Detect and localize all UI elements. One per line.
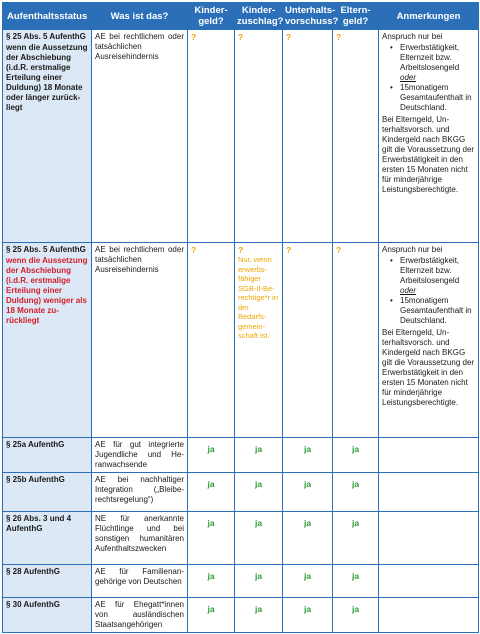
remarks-cell — [379, 473, 479, 512]
status-paragraph: § 30 AufenthG — [6, 600, 60, 609]
table-row — [3, 30, 479, 243]
kinderzuschlag-cell — [235, 438, 283, 473]
elterngeld-cell — [333, 598, 379, 633]
remarks-cell — [379, 30, 479, 243]
status-cell — [3, 243, 92, 438]
remarks-cell — [379, 512, 479, 565]
yes-mark: ja — [254, 604, 263, 614]
status-cell — [3, 598, 92, 633]
yes-mark: ja — [207, 604, 215, 614]
residence-status-table — [2, 2, 479, 633]
status-condition: wenn die Aussetzung der Abschiebung (i.d.R. erstmalige Erteilung einer Duldung) 18 Monate oder länger zurückliegt — [6, 43, 88, 112]
yes-mark: ja — [207, 479, 215, 489]
table-row — [3, 473, 479, 512]
yes-mark: ja — [303, 604, 312, 614]
yes-mark: ja — [303, 518, 312, 528]
status-paragraph: § 26 Abs. 3 und 4 AufenthG — [6, 514, 72, 533]
remarks-list — [382, 256, 475, 326]
status-cell — [3, 30, 92, 243]
status-cell — [3, 473, 92, 512]
kindergeld-cell — [188, 243, 235, 438]
kindergeld-cell — [188, 438, 235, 473]
question-mark: ? — [238, 32, 244, 42]
header-status: Aufenthaltsstatus — [3, 3, 92, 30]
status-paragraph: § 25b AufenthG — [6, 475, 65, 484]
question-mark: ? — [336, 32, 342, 42]
unterhaltsvorschuss-cell — [283, 565, 333, 598]
table-row — [3, 598, 479, 633]
yes-mark: ja — [254, 518, 263, 528]
yes-mark: ja — [303, 444, 312, 454]
kinderzuschlag-cell — [235, 565, 283, 598]
description-cell: AE bei rechtlichem oder tatsächlichen Ausreisehindernis — [92, 30, 188, 243]
kinderzuschlag-cell — [235, 598, 283, 633]
elterngeld-cell — [333, 438, 379, 473]
description-cell: AE bei nachhaltiger Integration („Bleiberechtsregelung“) — [92, 473, 188, 512]
remarks-extra: Bei Elterngeld, Unterhaltsvorsch. und Kindergeld nach BKGG gilt die Voraussetzung der Erwerbstätigkeit in den ersten 15 Monaten nicht für minderjährige Leistungsberechtigte. — [382, 115, 475, 194]
question-mark: ? — [191, 32, 197, 42]
unterhaltsvorschuss-cell — [283, 30, 333, 243]
kindergeld-cell — [188, 512, 235, 565]
yes-mark: ja — [254, 479, 263, 489]
yes-mark: ja — [351, 479, 360, 489]
remarks-cell — [379, 438, 479, 473]
table-row — [3, 243, 479, 438]
kindergeld-cell — [188, 473, 235, 512]
header-remarks: Anmerkungen — [379, 3, 479, 30]
status-condition-warning: wenn die Aussetzung der Abschiebung (i.d.R. erstmalige Erteilung einer Duldung) weniger als 18 Monate zurückliegt — [6, 256, 88, 325]
status-cell — [3, 438, 92, 473]
yes-mark: ja — [351, 604, 360, 614]
remarks-cell — [379, 243, 479, 438]
status-paragraph: § 28 AufenthG — [6, 567, 60, 576]
yes-mark: ja — [303, 479, 312, 489]
yes-mark: ja — [254, 444, 263, 454]
kindergeld-cell — [188, 565, 235, 598]
remarks-extra: Bei Elterngeld, Unterhaltsvorsch. und Kindergeld nach BKGG gilt die Voraussetzung der Erwerbstätigkeit in den ersten 15 Monaten nicht für minderjährige Leistungsberechtigte. — [382, 328, 475, 407]
status-paragraph: § 25 Abs. 5 AufenthG — [6, 245, 86, 254]
status-paragraph: § 25a AufenthG — [6, 440, 65, 449]
kinderzuschlag-cell — [235, 473, 283, 512]
header-elterngeld: Eltern- geld? — [333, 3, 379, 30]
description-cell: NE für anerkannte Flüchtlinge und bei sonstigen humanitären Aufenthaltszwecken — [92, 512, 188, 565]
kinderzuschlag-cell — [235, 30, 283, 243]
remarks-bullet: • 15monatigem Gesamtaufenthalt in Deutschland. — [400, 83, 475, 113]
kinderzuschlag-condition: Nur, wenn erwerbsfähiger SGB-II-Berechtige*r in der Bedarfsgemeinschaft ist. — [238, 255, 279, 340]
question-mark: ? — [238, 245, 244, 255]
unterhaltsvorschuss-cell — [283, 473, 333, 512]
unterhaltsvorschuss-cell — [283, 598, 333, 633]
question-mark: ? — [286, 32, 292, 42]
remarks-cell — [379, 565, 479, 598]
unterhaltsvorschuss-cell — [283, 438, 333, 473]
status-cell — [3, 565, 92, 598]
status-paragraph: § 25 Abs. 5 AufenthG — [6, 32, 86, 41]
yes-mark: ja — [303, 571, 312, 581]
yes-mark: ja — [207, 444, 215, 454]
kinderzuschlag-cell — [235, 512, 283, 565]
question-mark: ? — [286, 245, 292, 255]
header-kindergeld: Kinder- geld? — [188, 3, 235, 30]
description-cell: AE für Ehegatt*innen von ausländischen Staatsangehörigen — [92, 598, 188, 633]
question-mark: ? — [191, 245, 197, 255]
table-row — [3, 565, 479, 598]
kindergeld-cell — [188, 30, 235, 243]
header-what: Was ist das? — [92, 3, 188, 30]
elterngeld-cell — [333, 30, 379, 243]
yes-mark: ja — [207, 518, 215, 528]
yes-mark: ja — [207, 571, 215, 581]
remarks-list — [382, 43, 475, 113]
yes-mark: ja — [351, 444, 360, 454]
table-header-row — [3, 3, 479, 30]
description-cell: AE für Familienangehörige von Deutschen — [92, 565, 188, 598]
yes-mark: ja — [351, 518, 360, 528]
remarks-bullet: • 15monatigem Gesamtaufenthalt in Deutschland. — [400, 296, 475, 326]
remarks-intro: Anspruch nur bei — [382, 245, 443, 254]
elterngeld-cell — [333, 512, 379, 565]
header-unterhaltsvorschuss: Unterhalts- vorschuss? — [283, 3, 333, 30]
description-cell: AE für gut integrierte Jugendliche und Heranwachsende — [92, 438, 188, 473]
remarks-cell — [379, 598, 479, 633]
kinderzuschlag-cell — [235, 243, 283, 438]
kindergeld-cell — [188, 598, 235, 633]
unterhaltsvorschuss-cell — [283, 512, 333, 565]
elterngeld-cell — [333, 565, 379, 598]
yes-mark: ja — [254, 571, 263, 581]
remarks-bullet: • Erwerbstätigkeit, Elternzeit bzw. Arbeitslosengeld oder — [400, 256, 475, 296]
remarks-oder: oder — [400, 286, 417, 295]
header-kinderzuschlag: Kinder- zuschlag? — [235, 3, 283, 30]
elterngeld-cell — [333, 243, 379, 438]
elterngeld-cell — [333, 473, 379, 512]
description-cell: AE bei rechtlichem oder tatsächlichen Ausreisehindernis — [92, 243, 188, 438]
remarks-oder: oder — [400, 73, 417, 82]
unterhaltsvorschuss-cell — [283, 243, 333, 438]
remarks-bullet: • Erwerbstätigkeit, Elternzeit bzw. Arbeitslosengeld oder — [400, 43, 475, 83]
status-cell — [3, 512, 92, 565]
remarks-intro: Anspruch nur bei — [382, 32, 443, 41]
table-row — [3, 512, 479, 565]
yes-mark: ja — [351, 571, 360, 581]
table-row — [3, 438, 479, 473]
question-mark: ? — [336, 245, 342, 255]
